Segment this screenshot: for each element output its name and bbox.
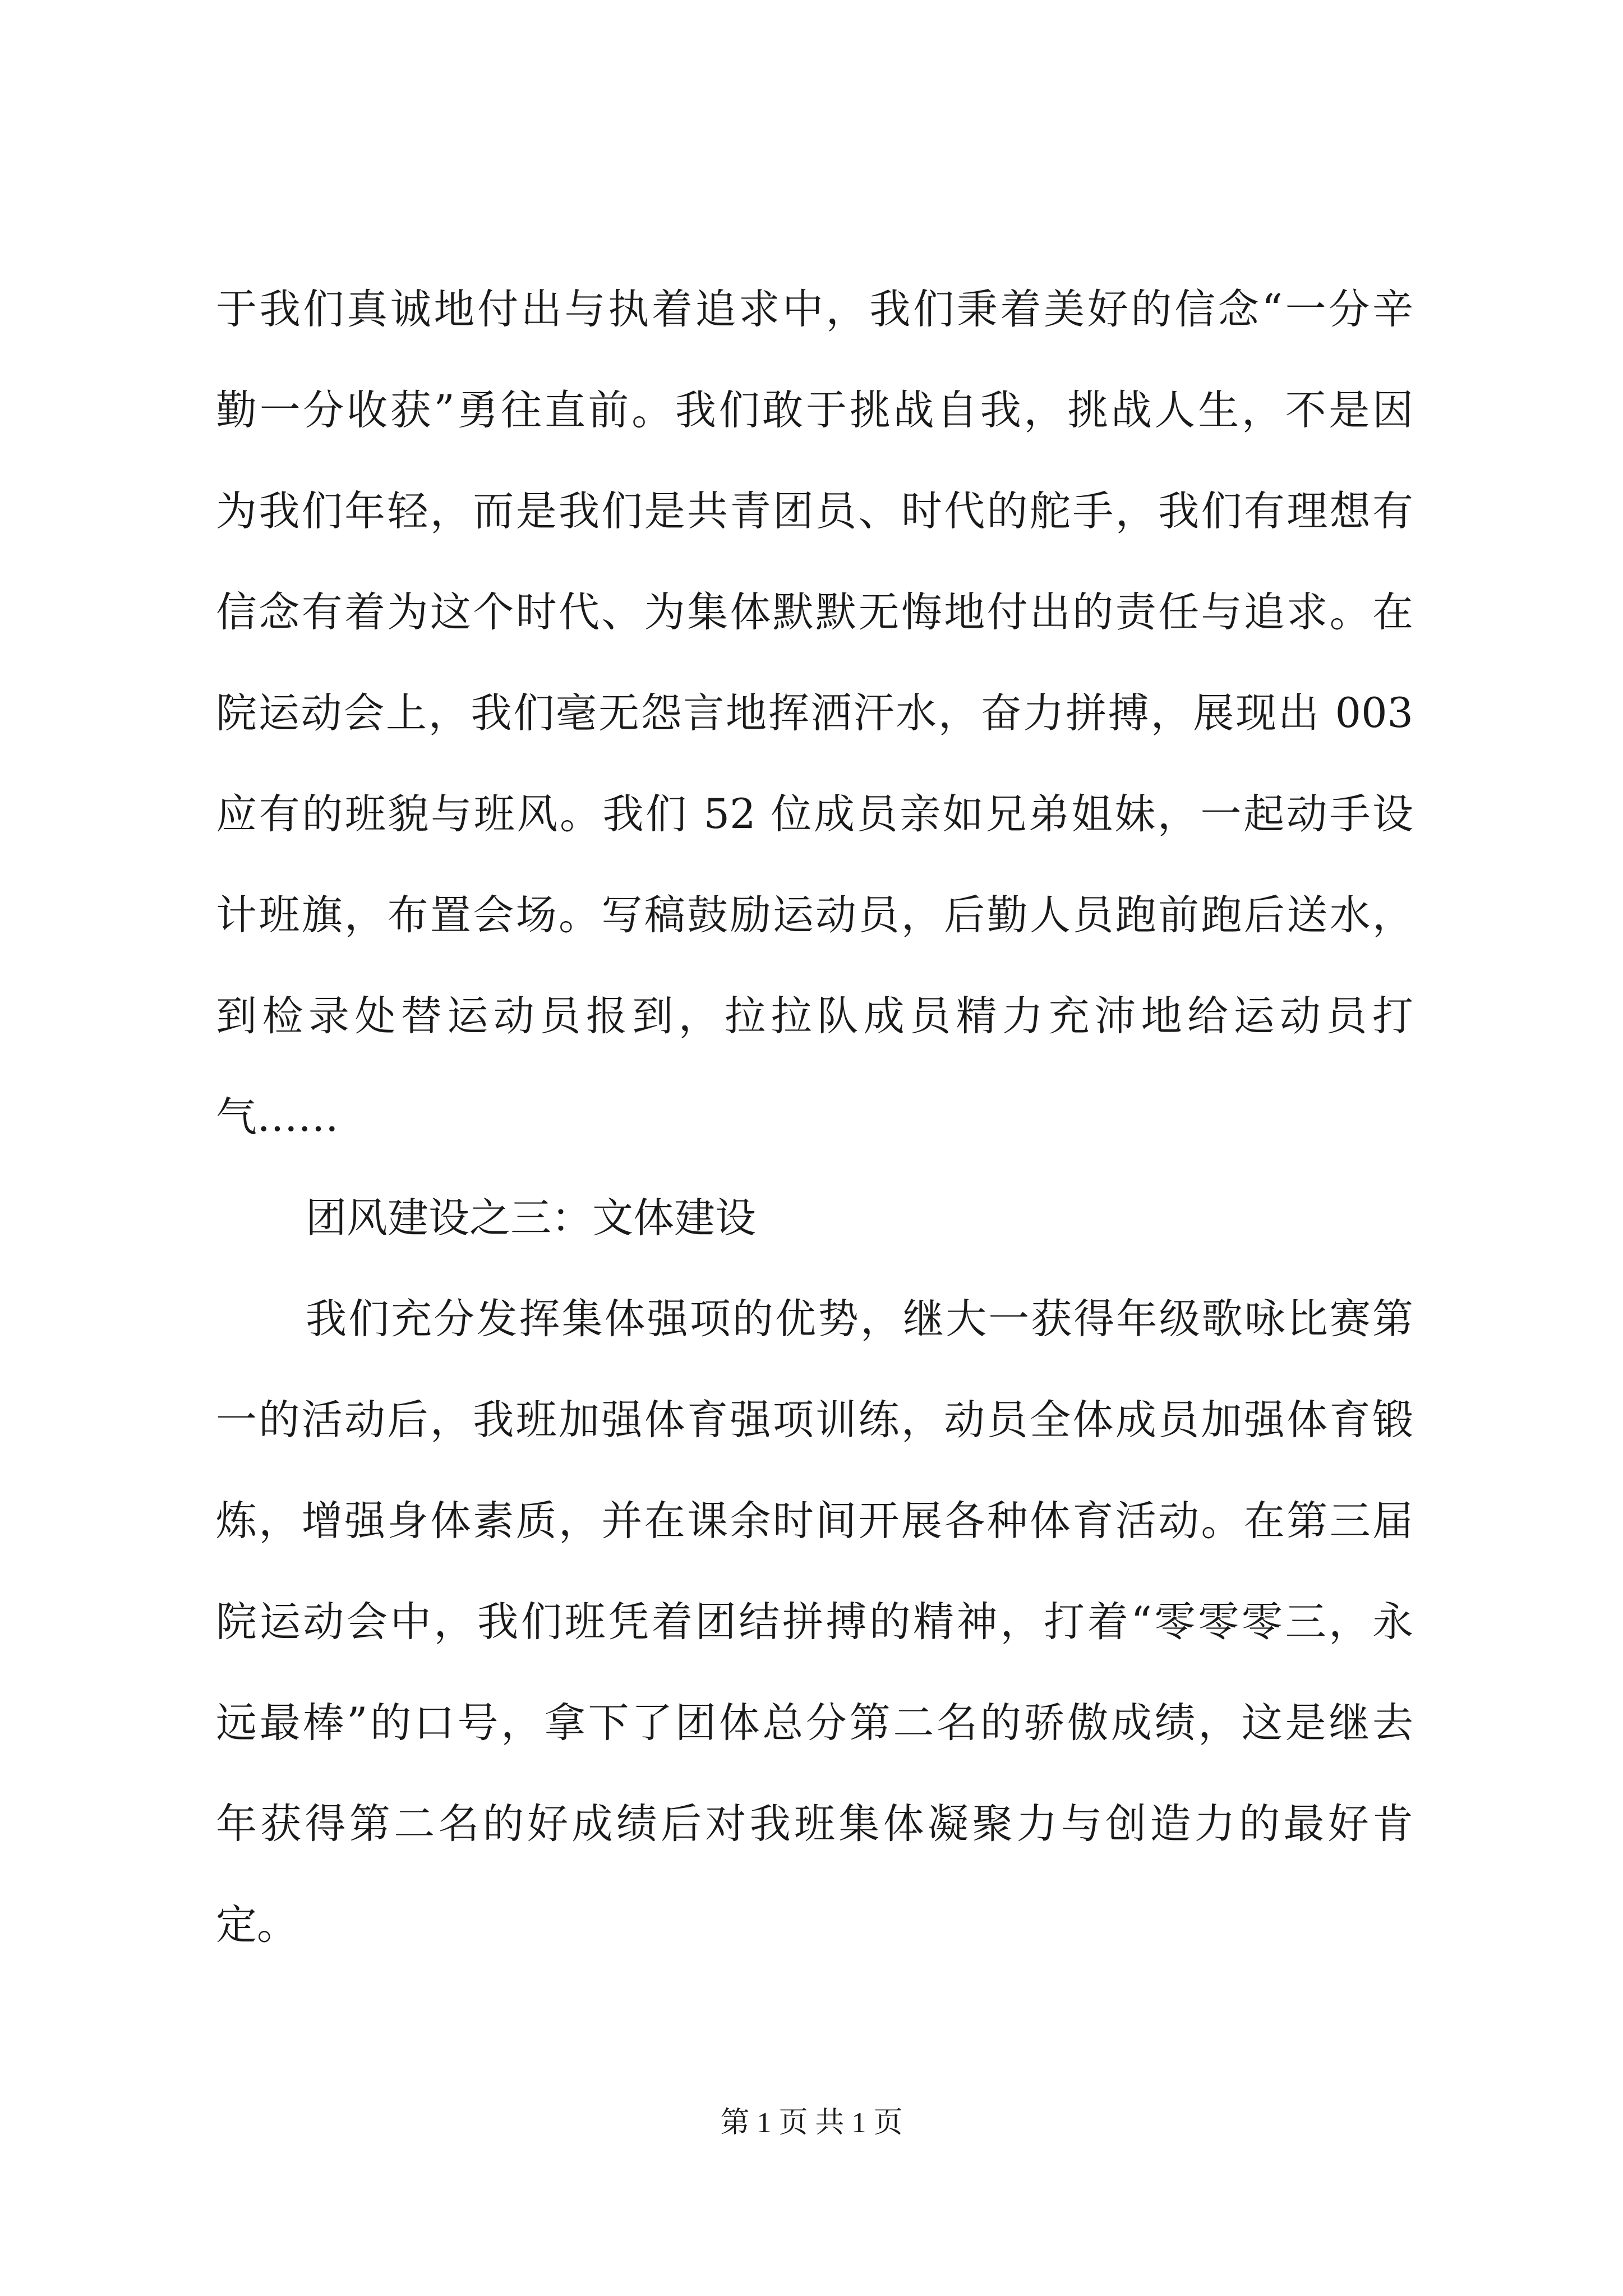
text-line: 气…… [216,1093,339,1141]
page-number: 第 1 页 共 1 页 [720,2107,903,2139]
text-line: 远最棒”的口号，拿下了团体总分第二名的骄傲成绩，这是继去 [216,1699,1413,1747]
text-line: 院运动会上，我们毫无怨言地挥洒汗水，奋力拼搏，展现出 003 [216,689,1413,737]
paragraph-1 [216,259,1413,1168]
text-line: 我们充分发挥集体强项的优势，继大一获得年级歌咏比赛第 [306,1295,1413,1343]
text-line: 到检录处替运动员报到，拉拉队成员精力充沛地给运动员打 [216,992,1413,1040]
text-line: 院运动会中，我们班凭着团结拼搏的精神，打着“零零零三，永 [216,1598,1413,1646]
text-line: 一的活动后，我班加强体育强项训练，动员全体成员加强体育锻 [216,1396,1413,1444]
text-line: 炼，增强身体素质，并在课余时间开展各种体育活动。在第三届 [216,1497,1413,1545]
page-footer [0,2101,1623,2146]
text-line: 勤一分收获”勇往直前。我们敢于挑战自我，挑战人生，不是因 [216,386,1413,434]
text-line: 信念有着为这个时代、为集体默默无悔地付出的责任与追求。在 [216,588,1413,636]
document-body [216,259,1413,1976]
text-line: 于我们真诚地付出与执着追求中，我们秉着美好的信念“一分辛 [216,286,1413,333]
paragraph-2 [216,1269,1413,1976]
text-line: 计班旗，布置会场。写稿鼓励运动员，后勤人员跑前跑后送水， [216,891,1413,939]
text-line: 为我们年轻，而是我们是共青团员、时代的舵手，我们有理想有 [216,487,1413,535]
text-line: 定。 [216,1901,298,1949]
section-heading: 团风建设之三：文体建设 [306,1194,756,1242]
text-line: 年获得第二名的好成绩后对我班集体凝聚力与创造力的最好肯 [216,1800,1413,1848]
text-line: 应有的班貌与班风。我们 52 位成员亲如兄弟姐妹，一起动手设 [216,790,1413,838]
